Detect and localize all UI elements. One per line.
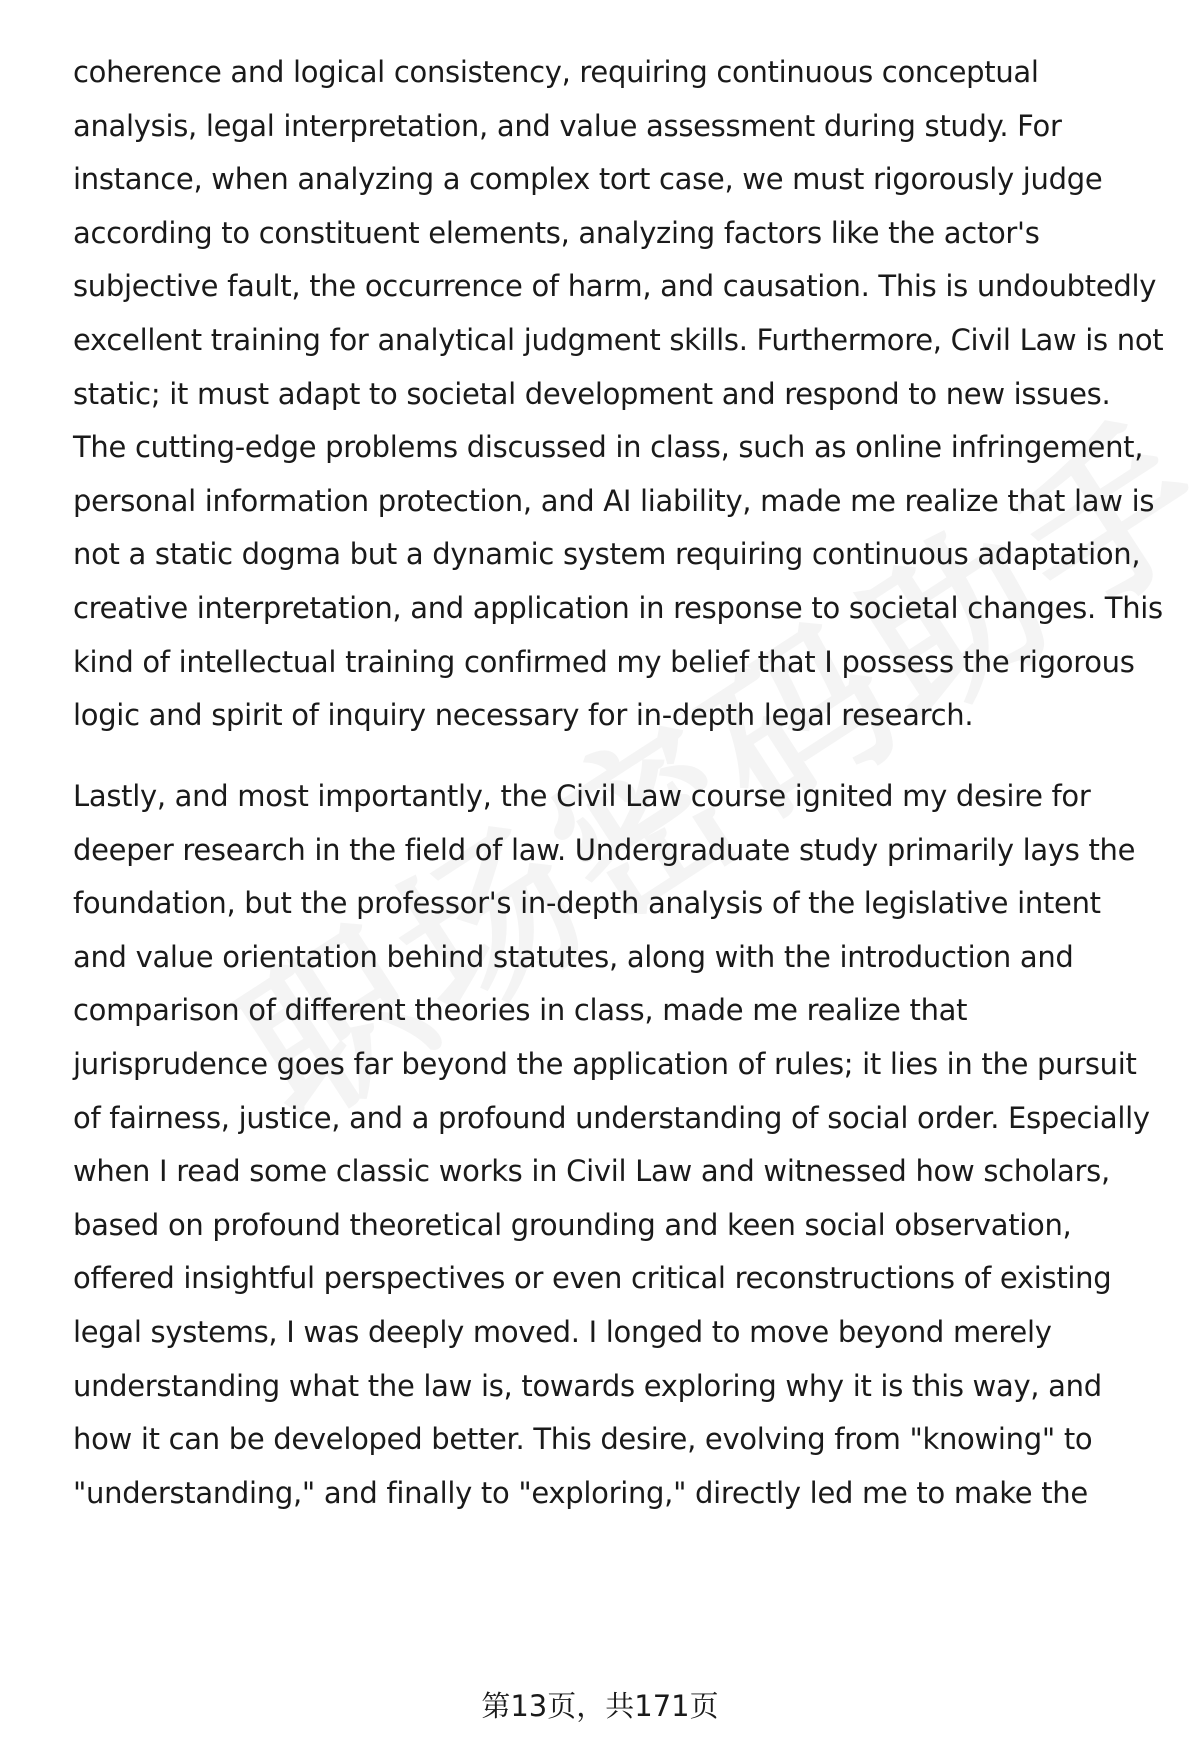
- text-line: based on profound theoretical grounding and keen social observation,: [73, 1208, 1072, 1242]
- text-line: "understanding," and finally to "exploring," directly led me to make the: [73, 1476, 1088, 1510]
- text-line: comparison of different theories in class, made me realize that: [73, 993, 968, 1027]
- text-line: logic and spirit of inquiry necessary for in-depth legal research.: [73, 698, 974, 732]
- text-line: jurisprudence goes far beyond the application of rules; it lies in the pursuit: [73, 1047, 1137, 1081]
- text-line: subjective fault, the occurrence of harm, and causation. This is undoubtedly: [73, 269, 1157, 303]
- text-line: personal information protection, and AI liability, made me realize that law is: [73, 484, 1155, 518]
- text-line: when I read some classic works in Civil Law and witnessed how scholars,: [73, 1154, 1110, 1188]
- text-line: and value orientation behind statutes, along with the introduction and: [73, 940, 1074, 974]
- text-line: creative interpretation, and application in response to societal changes. This: [73, 591, 1163, 625]
- text-line: foundation, but the professor's in-depth analysis of the legislative intent: [73, 886, 1101, 920]
- text-line: deeper research in the field of law. Undergraduate study primarily lays the: [73, 833, 1136, 867]
- text-line: analysis, legal interpretation, and value assessment during study. For: [73, 109, 1062, 143]
- text-line: instance, when analyzing a complex tort case, we must rigorously judge: [73, 162, 1103, 196]
- page-number: 第13页，共171页: [481, 1689, 719, 1723]
- text-line: static; it must adapt to societal development and respond to new issues.: [73, 377, 1111, 411]
- text-line: excellent training for analytical judgment skills. Furthermore, Civil Law is not: [73, 323, 1164, 357]
- text-line: how it can be developed better. This desire, evolving from "knowing" to: [73, 1422, 1093, 1456]
- text-line: understanding what the law is, towards exploring why it is this way, and: [73, 1369, 1102, 1403]
- text-line: according to constituent elements, analyzing factors like the actor's: [73, 216, 1040, 250]
- text-line: offered insightful perspectives or even critical reconstructions of existing: [73, 1261, 1112, 1295]
- text-line: The cutting-edge problems discussed in class, such as online infringement,: [73, 430, 1144, 464]
- text-line: coherence and logical consistency, requiring continuous conceptual: [73, 55, 1039, 89]
- text-line: kind of intellectual training confirmed my belief that I possess the rigorous: [73, 645, 1135, 679]
- text-line: legal systems, I was deeply moved. I longed to move beyond merely: [73, 1315, 1052, 1349]
- text-line: Lastly, and most importantly, the Civil Law course ignited my desire for: [73, 779, 1091, 813]
- text-line: not a static dogma but a dynamic system requiring continuous adaptation,: [73, 537, 1141, 571]
- text-line: of fairness, justice, and a profound understanding of social order. Especially: [73, 1101, 1150, 1135]
